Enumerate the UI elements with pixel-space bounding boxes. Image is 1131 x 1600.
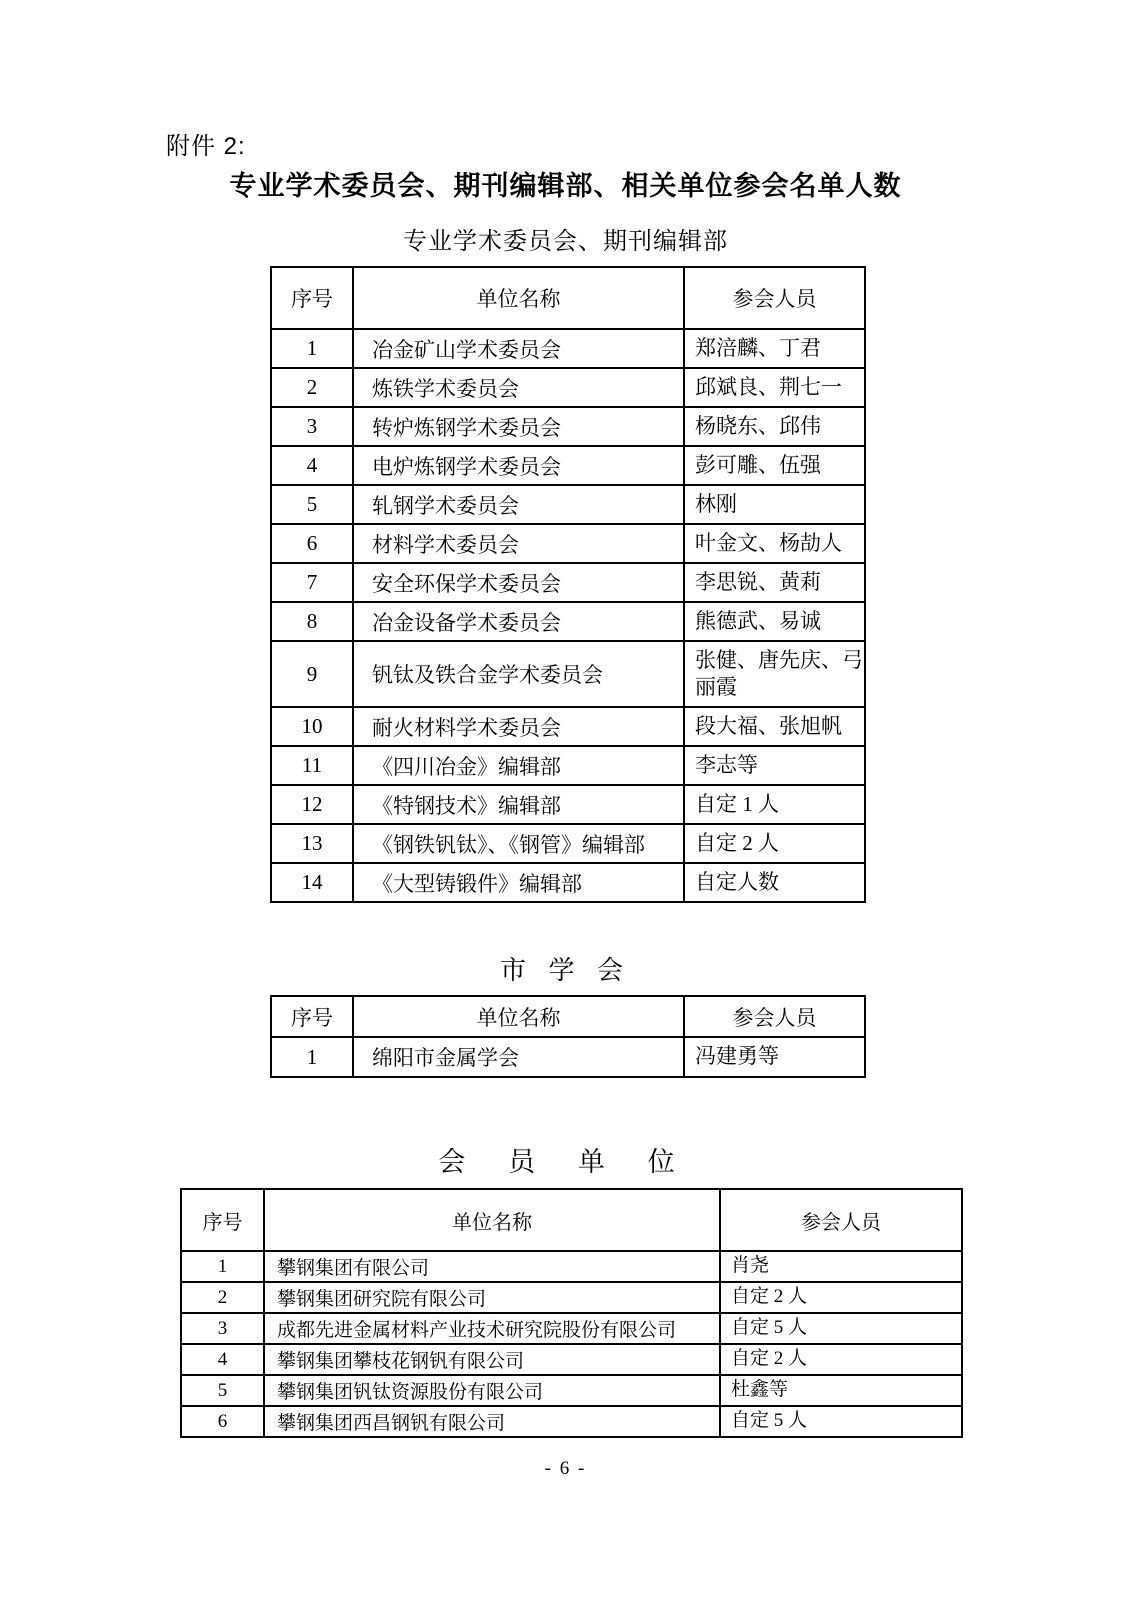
table-row [271, 563, 865, 602]
column-header-no: 序号 [181, 1189, 264, 1251]
row-number-cell: 6 [271, 524, 353, 563]
table-row [271, 746, 865, 785]
member-units-table [180, 1188, 963, 1438]
participants-cell: 自定 5 人 [720, 1313, 962, 1344]
row-number-cell: 1 [271, 329, 353, 368]
page-number: - 6 - [544, 1458, 587, 1479]
column-header-no: 序号 [271, 267, 353, 329]
participants-cell: 自定 1 人 [684, 785, 865, 824]
column-header-no: 序号 [271, 996, 353, 1037]
participants-cell: 李思锐、黄莉 [684, 563, 865, 602]
section-heading-city-society: 市 学 会 [499, 956, 631, 985]
table-header-row [271, 267, 865, 329]
table-row [271, 641, 865, 707]
row-number-cell: 2 [271, 368, 353, 407]
row-number-cell: 4 [181, 1344, 264, 1375]
table-row [271, 485, 865, 524]
column-header-participants: 参会人员 [684, 267, 865, 329]
table-row [271, 329, 865, 368]
column-header-participants: 参会人员 [720, 1189, 962, 1251]
row-number-cell: 2 [181, 1282, 264, 1313]
unit-name-cell: 冶金设备学术委员会 [353, 602, 684, 641]
table-row [271, 602, 865, 641]
page-subtitle: 专业学术委员会、期刊编辑部 [403, 229, 728, 255]
row-number-cell: 1 [181, 1251, 264, 1282]
committees-table [270, 266, 866, 903]
participants-cell: 肖尧 [720, 1251, 962, 1282]
unit-name-cell: 炼铁学术委员会 [353, 368, 684, 407]
participants-cell: 郑涪麟、丁君 [684, 329, 865, 368]
column-header-unit: 单位名称 [353, 996, 684, 1037]
participants-cell: 自定 2 人 [684, 824, 865, 863]
unit-name-cell: 攀钢集团研究院有限公司 [264, 1282, 720, 1313]
participants-cell: 自定 2 人 [720, 1344, 962, 1375]
section-heading-member-units: 会 员 单 位 [438, 1147, 693, 1177]
page-title: 专业学术委员会、期刊编辑部、相关单位参会名单人数 [229, 171, 902, 201]
unit-name-cell: 攀钢集团攀枝花钢钒有限公司 [264, 1344, 720, 1375]
participants-cell: 叶金文、杨劼人 [684, 524, 865, 563]
unit-name-cell: 材料学术委员会 [353, 524, 684, 563]
unit-name-cell: 电炉炼钢学术委员会 [353, 446, 684, 485]
row-number-cell: 4 [271, 446, 353, 485]
unit-name-cell: 攀钢集团西昌钢钒有限公司 [264, 1406, 720, 1437]
row-number-cell: 6 [181, 1406, 264, 1437]
table-row [271, 824, 865, 863]
table-row [181, 1313, 962, 1344]
table-row [181, 1282, 962, 1313]
column-header-unit: 单位名称 [264, 1189, 720, 1251]
unit-name-cell: 转炉炼钢学术委员会 [353, 407, 684, 446]
participants-cell: 段大福、张旭帆 [684, 707, 865, 746]
row-number-cell: 5 [181, 1375, 264, 1406]
unit-name-cell: 钒钛及铁合金学术委员会 [353, 641, 684, 707]
participants-cell: 熊德武、易诚 [684, 602, 865, 641]
row-number-cell: 13 [271, 824, 353, 863]
participants-cell: 自定人数 [684, 863, 865, 902]
unit-name-cell: 安全环保学术委员会 [353, 563, 684, 602]
table-header-row [271, 996, 865, 1037]
table-row [271, 785, 865, 824]
unit-name-cell: 冶金矿山学术委员会 [353, 329, 684, 368]
unit-name-cell: 耐火材料学术委员会 [353, 707, 684, 746]
table-row [271, 524, 865, 563]
participants-cell: 杜鑫等 [720, 1375, 962, 1406]
participants-cell: 彭可雕、伍强 [684, 446, 865, 485]
unit-name-cell: 攀钢集团钒钛资源股份有限公司 [264, 1375, 720, 1406]
unit-name-cell: 成都先进金属材料产业技术研究院股份有限公司 [264, 1313, 720, 1344]
table-row [271, 407, 865, 446]
row-number-cell: 7 [271, 563, 353, 602]
row-number-cell: 14 [271, 863, 353, 902]
city-society-table [270, 995, 866, 1078]
row-number-cell: 12 [271, 785, 353, 824]
row-number-cell: 8 [271, 602, 353, 641]
participants-cell: 杨晓东、邱伟 [684, 407, 865, 446]
table-row [181, 1375, 962, 1406]
table-row [271, 368, 865, 407]
table-row [271, 1037, 865, 1077]
attachment-label: 附件 2: [166, 133, 246, 160]
row-number-cell: 9 [271, 641, 353, 707]
table-row [181, 1251, 962, 1282]
participants-cell: 自定 2 人 [720, 1282, 962, 1313]
table-row [271, 446, 865, 485]
unit-name-cell: 《钢铁钒钛》、《钢管》编辑部 [353, 824, 684, 863]
participants-cell: 林刚 [684, 485, 865, 524]
unit-name-cell: 绵阳市金属学会 [353, 1037, 684, 1077]
participants-cell: 自定 5 人 [720, 1406, 962, 1437]
table-row [181, 1344, 962, 1375]
row-number-cell: 3 [271, 407, 353, 446]
row-number-cell: 1 [271, 1037, 353, 1077]
participants-cell: 邱斌良、荆七一 [684, 368, 865, 407]
unit-name-cell: 轧钢学术委员会 [353, 485, 684, 524]
table-row [271, 707, 865, 746]
column-header-unit: 单位名称 [353, 267, 684, 329]
table-row [271, 863, 865, 902]
unit-name-cell: 《特钢技术》编辑部 [353, 785, 684, 824]
participants-cell: 冯建勇等 [684, 1037, 865, 1077]
row-number-cell: 3 [181, 1313, 264, 1344]
table-header-row [181, 1189, 962, 1251]
row-number-cell: 10 [271, 707, 353, 746]
row-number-cell: 11 [271, 746, 353, 785]
column-header-participants: 参会人员 [684, 996, 865, 1037]
table-row [181, 1406, 962, 1437]
participants-cell: 李志等 [684, 746, 865, 785]
unit-name-cell: 攀钢集团有限公司 [264, 1251, 720, 1282]
unit-name-cell: 《四川冶金》编辑部 [353, 746, 684, 785]
row-number-cell: 5 [271, 485, 353, 524]
participants-cell: 张健、唐先庆、弓丽霞 [684, 641, 865, 707]
unit-name-cell: 《大型铸锻件》编辑部 [353, 863, 684, 902]
